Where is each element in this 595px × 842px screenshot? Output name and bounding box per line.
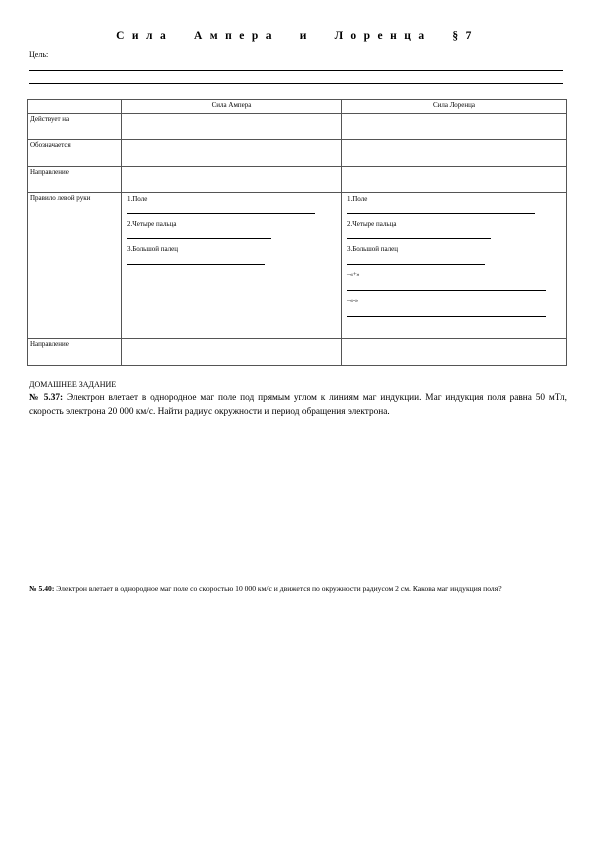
ampere-rule-cell xyxy=(122,193,342,339)
lorentz-field-line[interactable] xyxy=(347,213,535,214)
lorentz-plus-line[interactable] xyxy=(347,290,546,291)
forces-table xyxy=(27,99,567,366)
lorentz-rule-fingers: 2.Четыре пальца xyxy=(347,220,397,228)
ampere-thumb-line[interactable] xyxy=(127,264,265,265)
ampere-denoted-cell[interactable] xyxy=(122,140,342,167)
header-empty xyxy=(28,100,122,114)
task-5-40-text: Электрон влетает в однородное маг поле со скоростью 10 000 км/с и движется по окружности радиусом 2 см. Какова маг индукция поля? xyxy=(54,584,502,593)
lorentz-thumb-line[interactable] xyxy=(347,264,485,265)
page-title: Сила Ампера и Лоренца §7 xyxy=(116,30,479,42)
lorentz-rule-plus: –«+» xyxy=(347,272,360,278)
lorentz-rule-field: 1.Поле xyxy=(347,195,368,203)
ampere-rule-thumb: 3.Большой палец xyxy=(127,245,179,253)
lorentz-direction-cell[interactable] xyxy=(342,167,567,193)
lorentz-fingers-line[interactable] xyxy=(347,238,491,239)
lorentz-acts-on-cell[interactable] xyxy=(342,114,567,140)
ampere-fingers-line[interactable] xyxy=(127,238,271,239)
goal-label: Цель: xyxy=(29,50,49,59)
lorentz-rule-thumb: 3.Большой палец xyxy=(347,245,399,253)
ampere-rule-field: 1.Поле xyxy=(127,195,148,203)
row-label-denoted: Обозначается xyxy=(28,140,122,167)
header-ampere: Сила Ампера xyxy=(122,100,342,114)
ampere-field-line[interactable] xyxy=(127,213,315,214)
goal-line-2 xyxy=(29,83,563,84)
lorentz-denoted-cell[interactable] xyxy=(342,140,567,167)
lorentz-minus-line[interactable] xyxy=(347,316,546,317)
header-lorentz: Сила Лоренца xyxy=(342,100,567,114)
ampere-rule-fingers: 2.Четыре пальца xyxy=(127,220,177,228)
row-label-acts-on: Действует на xyxy=(28,114,122,140)
ampere-direction2-cell[interactable] xyxy=(122,339,342,366)
ampere-direction-cell[interactable] xyxy=(122,167,342,193)
row-label-direction-2: Направление xyxy=(28,339,122,366)
row-label-left-hand-rule: Правило левой руки xyxy=(28,193,122,339)
task-5-40-number: № 5.40: xyxy=(29,584,55,593)
task-5-37-number: № 5.37: xyxy=(29,393,64,403)
goal-line-1 xyxy=(29,70,563,71)
lorentz-rule-cell xyxy=(342,193,567,339)
lorentz-direction2-cell[interactable] xyxy=(342,339,567,366)
task-5-37-text: Электрон влетает в однородное маг поле под прямым углом к линиям маг индукции. Маг индукция поля равна 50 мТл, скорость электрона 20 000 км/с. Найти радиус окружности и период обращения электрона. xyxy=(29,393,567,417)
ampere-acts-on-cell[interactable] xyxy=(122,114,342,140)
task-5-37 xyxy=(29,392,567,419)
row-label-direction: Направление xyxy=(28,167,122,193)
lorentz-rule-minus: –«-» xyxy=(347,298,358,304)
task-5-40 xyxy=(29,582,567,596)
homework-title: ДОМАШНЕЕ ЗАДАНИЕ xyxy=(29,380,117,389)
